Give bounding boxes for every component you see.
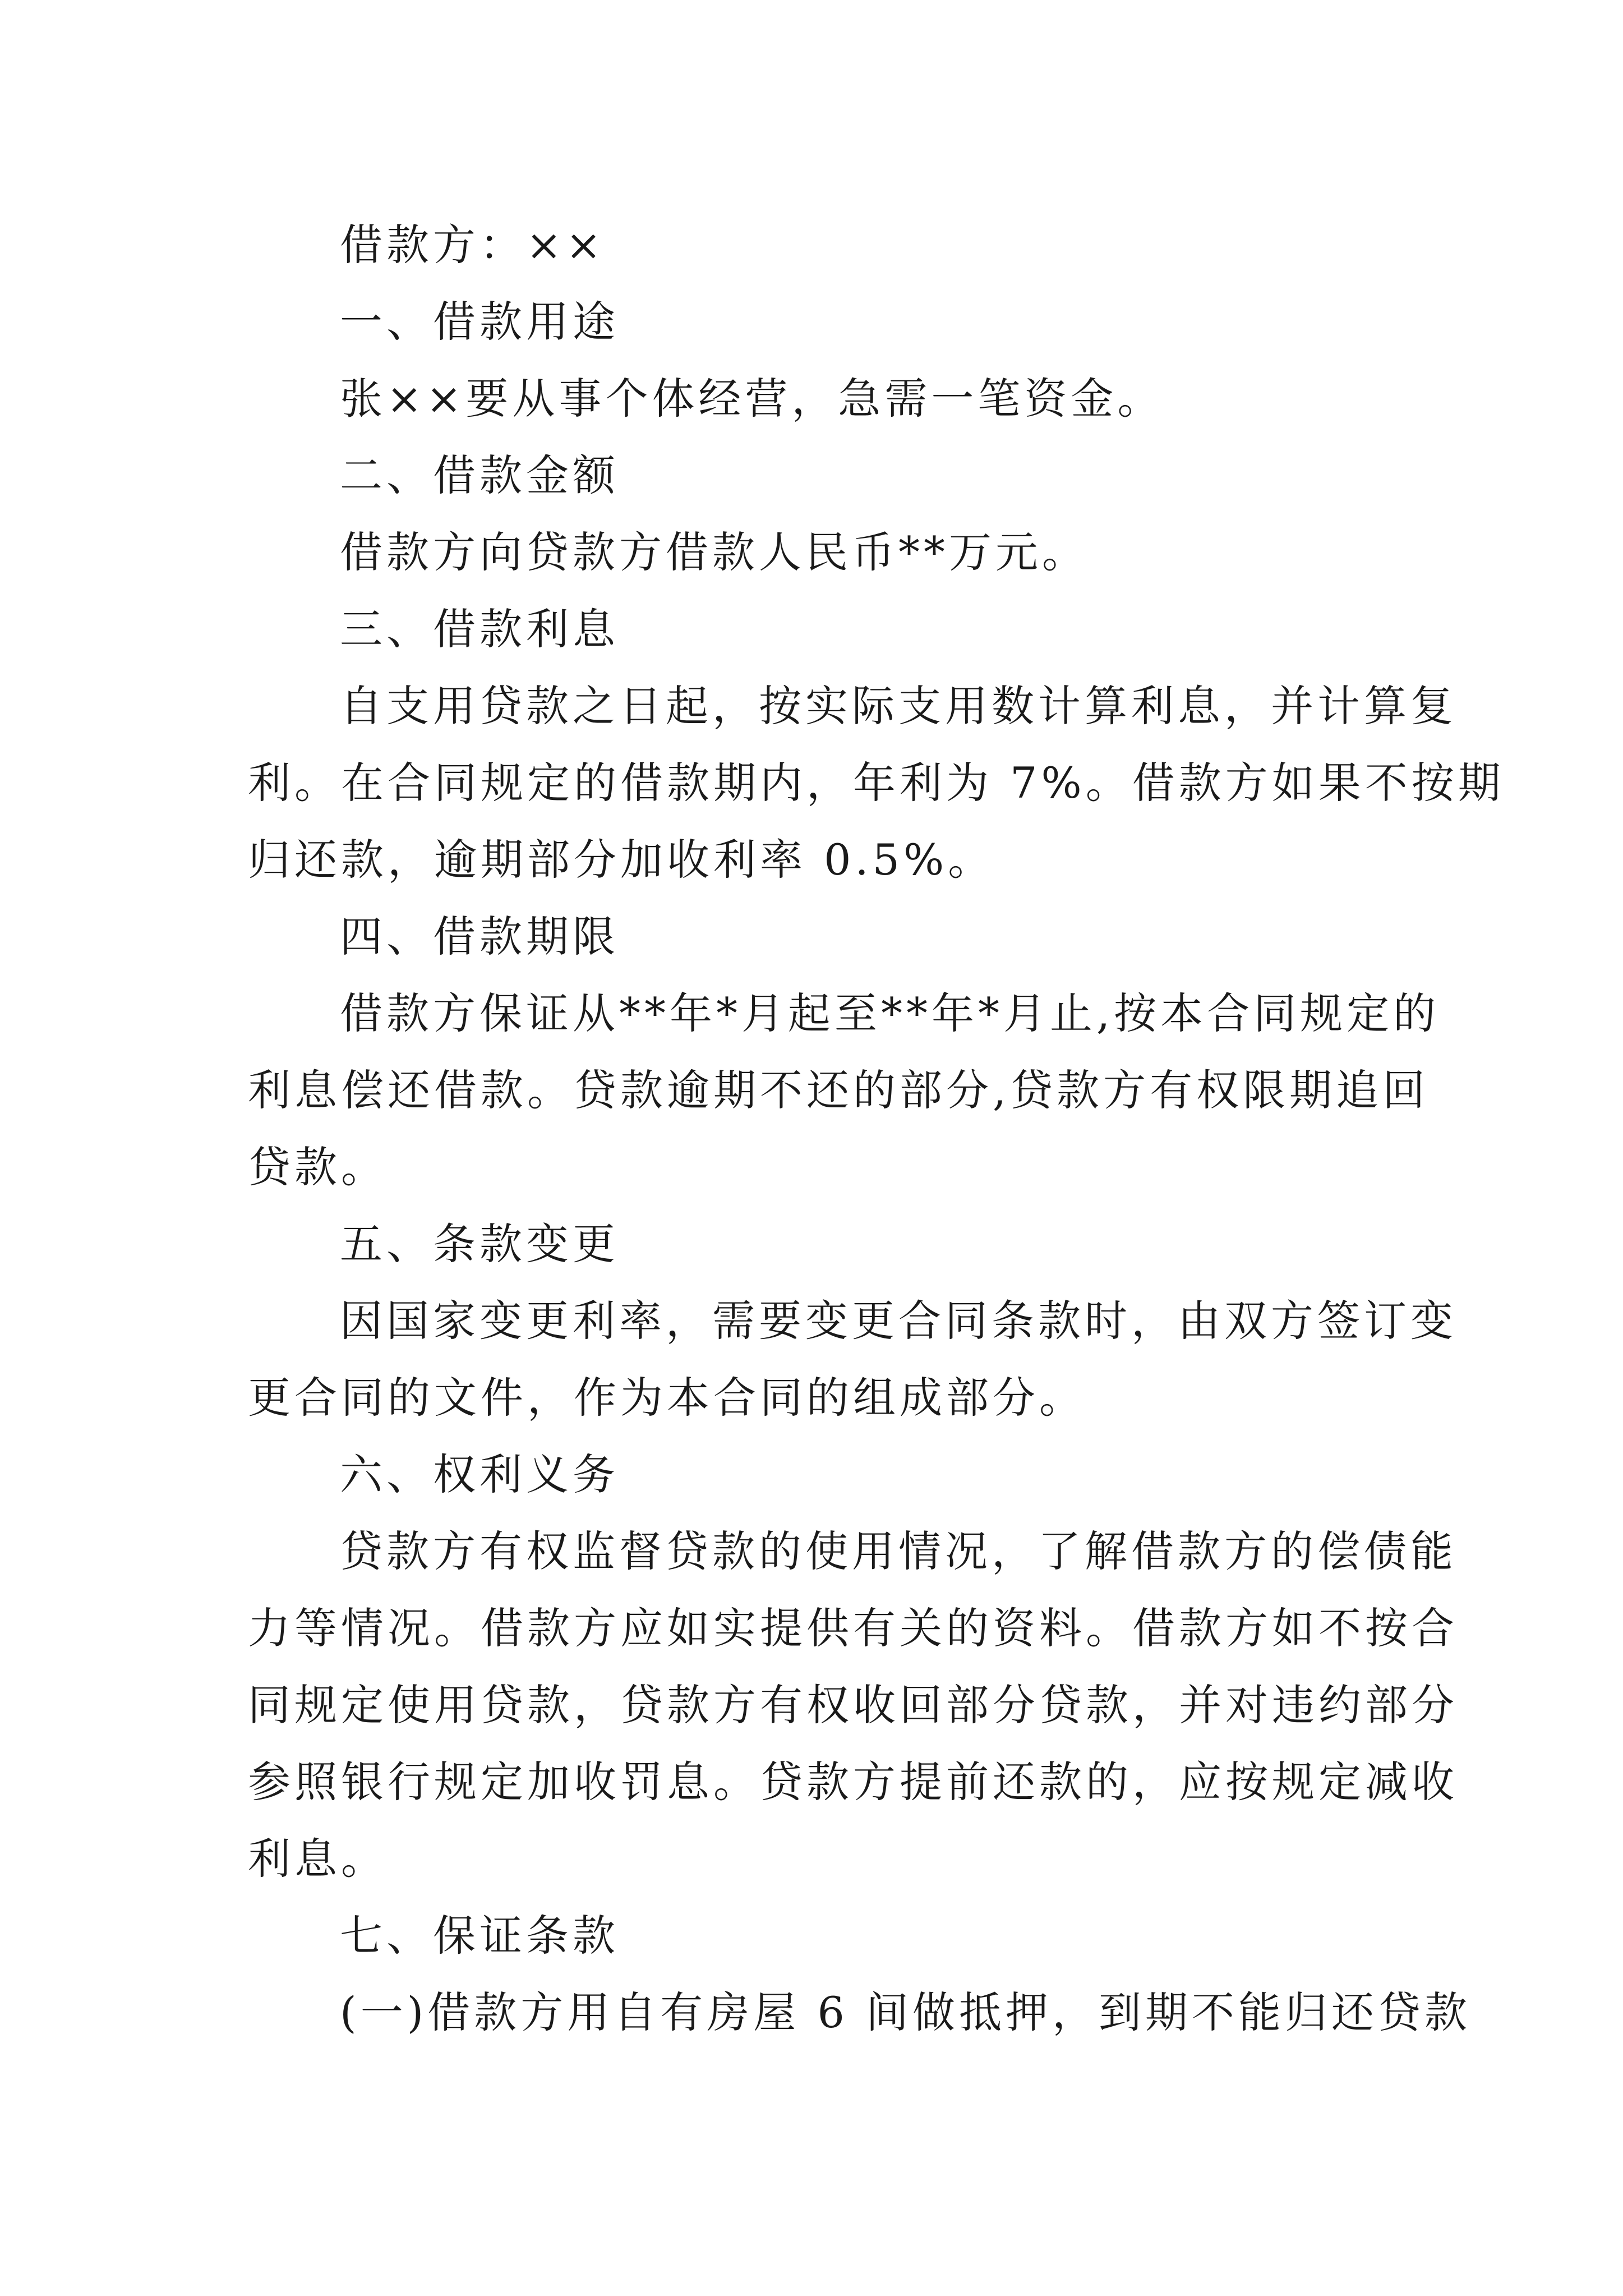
- paragraph-line: 归还款，逾期部分加收利率 0.5%。: [248, 835, 995, 885]
- paragraph-line: 利息。: [248, 1834, 388, 1884]
- paragraph-line: 借款方向贷款方借款人民币**万元。: [340, 527, 1089, 577]
- section-heading-amount: 二、借款金额: [340, 450, 619, 500]
- section-heading-guarantee: 七、保证条款: [340, 1911, 619, 1961]
- paragraph-line: 更合同的文件，作为本合同的组成部分。: [248, 1373, 1086, 1423]
- section-heading-interest: 三、借款利息: [340, 604, 619, 654]
- paragraph-line: 借款方保证从**年*月起至**年*月止,按本合同规定的: [340, 988, 1440, 1038]
- paragraph-line: 张××要从事个体经营，急需一笔资金。: [340, 374, 1164, 424]
- borrower-line: 借款方：××: [340, 220, 606, 270]
- section-heading-rights: 六、权利义务: [340, 1450, 619, 1499]
- paragraph-line: (一)借款方用自有房屋 6 间做抵押，到期不能归还贷款: [340, 1987, 1471, 2037]
- paragraph-line: 因国家变更利率，需要变更合同条款时，由双方签订变: [340, 1296, 1457, 1346]
- document-body: [248, 206, 1505, 2051]
- paragraph-line: 贷款。: [248, 1142, 388, 1192]
- section-heading-term: 四、借款期限: [340, 912, 619, 961]
- paragraph-line: 贷款方有权监督贷款的使用情况，了解借款方的偿债能: [340, 1526, 1457, 1576]
- paragraph-line: 同规定使用贷款，贷款方有权收回部分贷款，并对违约部分: [248, 1680, 1458, 1730]
- paragraph-line: 利息偿还借款。贷款逾期不还的部分,贷款方有权限期追回: [248, 1065, 1430, 1115]
- section-heading-changes: 五、条款变更: [340, 1219, 619, 1269]
- section-heading-purpose: 一、借款用途: [340, 297, 619, 347]
- paragraph-line: 自支用贷款之日起，按实际支用数计算利息，并计算复: [340, 681, 1457, 731]
- paragraph-line: 力等情况。借款方应如实提供有关的资料。借款方如不按合: [248, 1603, 1458, 1653]
- paragraph-line: 利。在合同规定的借款期内，年利为 7%。借款方如果不按期: [248, 758, 1505, 808]
- paragraph-line: 参照银行规定加收罚息。贷款方提前还款的，应按规定减收: [248, 1757, 1458, 1807]
